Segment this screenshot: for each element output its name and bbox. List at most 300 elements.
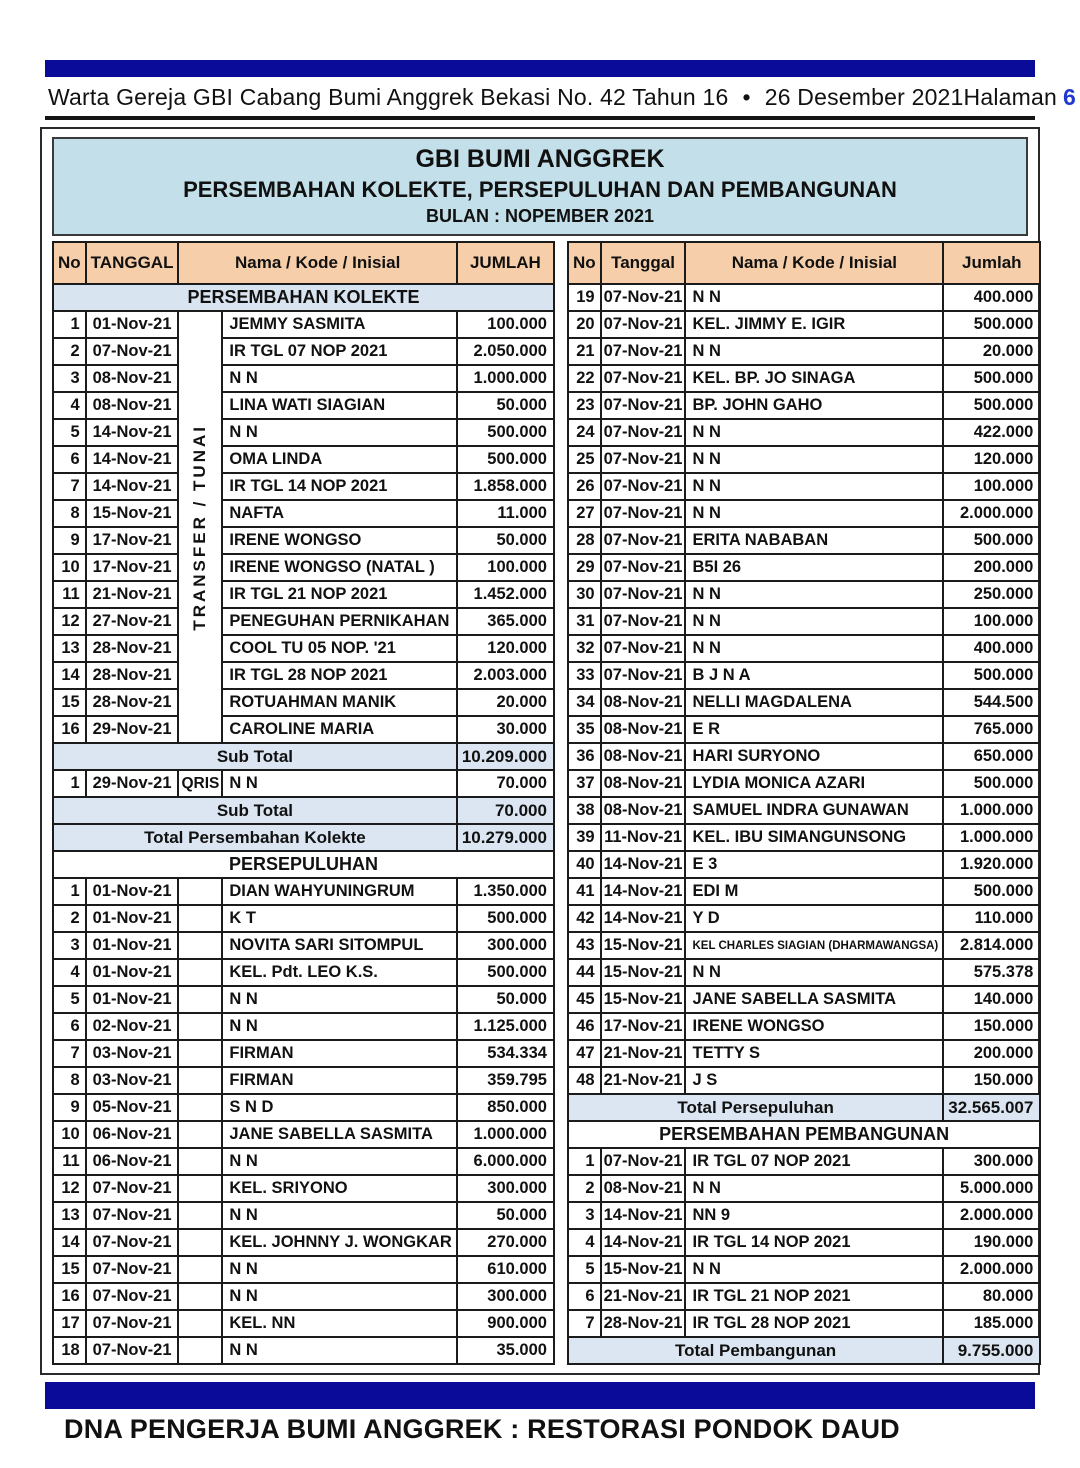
cell-date: 28-Nov-21 [86,635,179,662]
table-row [53,716,554,743]
cell-amount: 1.452.000 [457,581,554,608]
cell-method [178,1310,222,1337]
cell-name: FIRMAN [222,1040,456,1067]
cell-amount: 1.000.000 [457,365,554,392]
issue-date: 26 Desember 2021 [764,84,964,110]
cell-name: NN 9 [685,1202,943,1229]
cell-date: 21-Nov-21 [86,581,179,608]
cell-amount: 150.000 [943,1067,1040,1094]
cell-no: 39 [568,824,601,851]
cell-method [178,1040,222,1067]
cell-name: FIRMAN [222,1067,456,1094]
cell-date: 14-Nov-21 [86,473,179,500]
table-row [568,797,1040,824]
cell-name: PENEGUHAN PERNIKAHAN [222,608,456,635]
col-tanggal: Tanggal [601,242,686,284]
cell-name: N N [685,635,943,662]
cell-amount: 575.378 [943,959,1040,986]
cell-no: 4 [53,392,86,419]
cell-name: N N [222,770,456,797]
table-row [53,419,554,446]
cell-name: B J N A [685,662,943,689]
cell-name: Y D [685,905,943,932]
cell-amount: 500.000 [943,527,1040,554]
cell-date: 08-Nov-21 [86,392,179,419]
cell-amount: 30.000 [457,716,554,743]
cell-amount: 20.000 [457,689,554,716]
report-title: PERSEMBAHAN KOLEKTE, PERSEPULUHAN DAN PEMBANGUNAN [183,177,897,202]
cell-name: N N [685,473,943,500]
cell-date: 07-Nov-21 [601,473,686,500]
cell-date: 07-Nov-21 [601,662,686,689]
cell-no: 24 [568,419,601,446]
cell-date: 21-Nov-21 [601,1040,686,1067]
cell-name: ROTUAHMAN MANIK [222,689,456,716]
table-row [53,1229,554,1256]
report-frame [40,127,1040,1375]
section-header-kolekte: PERSEMBAHAN KOLEKTE [53,284,554,311]
cell-amount: 500.000 [943,311,1040,338]
table-row [568,743,1040,770]
table-row [568,419,1040,446]
table-row [568,1283,1040,1310]
cell-date: 07-Nov-21 [601,392,686,419]
cell-amount: 500.000 [943,392,1040,419]
cell-amount: 35.000 [457,1337,554,1364]
cell-date: 05-Nov-21 [86,1094,179,1121]
table-row [568,905,1040,932]
table-row [568,716,1040,743]
cell-date: 07-Nov-21 [601,554,686,581]
cell-no: 23 [568,392,601,419]
cell-no: 2 [568,1175,601,1202]
table-row [53,905,554,932]
cell-no: 44 [568,959,601,986]
cell-name: KEL. BP. JO SINAGA [685,365,943,392]
cell-amount: 1.858.000 [457,473,554,500]
table-row [53,878,554,905]
cell-no: 37 [568,770,601,797]
cell-amount: 500.000 [943,662,1040,689]
table-row [53,392,554,419]
cell-name: JANE SABELLA SASMITA [685,986,943,1013]
table-row [568,635,1040,662]
cell-name: E R [685,716,943,743]
subtotal-label: Sub Total [53,797,457,824]
report-month: BULAN : NOPEMBER 2021 [425,206,655,226]
table-row [568,608,1040,635]
table-row [53,986,554,1013]
cell-method [178,1067,222,1094]
cell-date: 07-Nov-21 [601,446,686,473]
cell-name: IR TGL 28 NOP 2021 [685,1310,943,1337]
cell-date: 01-Nov-21 [86,878,179,905]
cell-amount: 400.000 [943,284,1040,311]
cell-amount: 100.000 [457,554,554,581]
cell-date: 28-Nov-21 [86,689,179,716]
cell-date: 28-Nov-21 [601,1310,686,1337]
cell-method [178,1094,222,1121]
col-jumlah: JUMLAH [457,242,554,284]
table-row [53,581,554,608]
cell-date: 29-Nov-21 [86,770,179,797]
table-row [568,878,1040,905]
cell-date: 07-Nov-21 [86,1337,179,1364]
cell-amount: 185.000 [943,1310,1040,1337]
cell-no: 30 [568,581,601,608]
cell-no: 7 [53,473,86,500]
cell-date: 15-Nov-21 [601,986,686,1013]
table-row [53,662,554,689]
total-label: Total Persepuluhan [568,1094,943,1121]
table-row [568,365,1040,392]
cell-amount: 150.000 [943,1013,1040,1040]
cell-date: 06-Nov-21 [86,1148,179,1175]
cell-no: 47 [568,1040,601,1067]
cell-no: 1 [53,311,86,338]
cell-method [178,1256,222,1283]
cell-no: 12 [53,608,86,635]
cell-date: 15-Nov-21 [601,959,686,986]
cell-amount: 1.000.000 [943,797,1040,824]
cell-no: 8 [53,1067,86,1094]
table-row [568,1202,1040,1229]
cell-no: 27 [568,500,601,527]
cell-amount: 850.000 [457,1094,554,1121]
cell-no: 4 [568,1229,601,1256]
cell-name: N N [685,581,943,608]
subtotal-transfer-row [53,743,554,770]
cell-name: LYDIA MONICA AZARI [685,770,943,797]
cell-date: 07-Nov-21 [601,419,686,446]
table-row [568,527,1040,554]
cell-no: 14 [53,1229,86,1256]
cell-amount: 70.000 [457,770,554,797]
cell-date: 17-Nov-21 [86,527,179,554]
cell-name: KEL. JOHNNY J. WONGKAR [222,1229,456,1256]
table-row [53,365,554,392]
cell-amount: 1.350.000 [457,878,554,905]
cell-name: S N D [222,1094,456,1121]
cell-amount: 50.000 [457,527,554,554]
subtotal-label: Sub Total [53,743,457,770]
cell-amount: 500.000 [457,419,554,446]
subtotal-value: 70.000 [457,797,554,824]
cell-no: 41 [568,878,601,905]
table-row [53,608,554,635]
col-nama: Nama / Kode / Inisial [685,242,943,284]
cell-amount: 500.000 [457,446,554,473]
cell-date: 07-Nov-21 [86,1310,179,1337]
col-tanggal: TANGGAL [86,242,179,284]
cell-no: 20 [568,311,601,338]
table-row [568,581,1040,608]
total-pembangunan-row [568,1337,1040,1364]
cell-no: 15 [53,689,86,716]
cell-no: 42 [568,905,601,932]
cell-no: 36 [568,743,601,770]
cell-amount: 2.000.000 [943,1202,1040,1229]
table-row [568,1175,1040,1202]
cell-method [178,959,222,986]
church-name: GBI BUMI ANGGREK [415,145,665,173]
cell-name: IR TGL 14 NOP 2021 [685,1229,943,1256]
cell-no: 4 [53,959,86,986]
cell-name: KEL. SRIYONO [222,1175,456,1202]
cell-name: N N [222,1283,456,1310]
cell-no: 35 [568,716,601,743]
cell-amount: 200.000 [943,1040,1040,1067]
table-row [568,284,1040,311]
cell-no: 9 [53,1094,86,1121]
table-row [568,338,1040,365]
footer-slogan: DNA PENGERJA BUMI ANGGREK : RESTORASI PONDOK DAUD [64,1414,900,1444]
cell-date: 07-Nov-21 [601,1148,686,1175]
table-row [53,1040,554,1067]
table-row [53,473,554,500]
cell-no: 17 [53,1310,86,1337]
cell-name: N N [685,500,943,527]
table-row [568,770,1040,797]
cell-name: NELLI MAGDALENA [685,689,943,716]
cell-amount: 500.000 [943,365,1040,392]
cell-name: N N [685,338,943,365]
left-offering-table [52,241,555,1365]
cell-amount: 11.000 [457,500,554,527]
cell-amount: 120.000 [943,446,1040,473]
cell-name: JANE SABELLA SASMITA [222,1121,456,1148]
cell-no: 1 [53,770,86,797]
cell-no: 18 [53,1337,86,1364]
table-row [53,635,554,662]
cell-method [178,1229,222,1256]
cell-no: 26 [568,473,601,500]
right-offering-table [567,241,1041,1365]
cell-method [178,1013,222,1040]
cell-name: ERITA NABABAN [685,527,943,554]
cell-no: 33 [568,662,601,689]
cell-no: 13 [53,1202,86,1229]
cell-date: 14-Nov-21 [601,1202,686,1229]
cell-amount: 300.000 [943,1148,1040,1175]
table-row [568,824,1040,851]
cell-no: 43 [568,932,601,959]
cell-amount: 120.000 [457,635,554,662]
cell-date: 08-Nov-21 [601,716,686,743]
cell-date: 07-Nov-21 [601,284,686,311]
cell-amount: 1.920.000 [943,851,1040,878]
cell-no: 6 [53,446,86,473]
cell-no: 46 [568,1013,601,1040]
cell-amount: 500.000 [943,878,1040,905]
cell-no: 15 [53,1256,86,1283]
table-row [53,338,554,365]
cell-name: OMA LINDA [222,446,456,473]
cell-name: J S [685,1067,943,1094]
cell-no: 3 [53,365,86,392]
cell-date: 07-Nov-21 [86,338,179,365]
cell-amount: 365.000 [457,608,554,635]
cell-no: 31 [568,608,601,635]
cell-amount: 50.000 [457,986,554,1013]
cell-name: N N [685,608,943,635]
table-row [568,1040,1040,1067]
cell-amount: 500.000 [457,959,554,986]
cell-date: 28-Nov-21 [86,662,179,689]
page-number: 6 [1063,84,1076,110]
cell-no: 10 [53,1121,86,1148]
total-persepuluhan-row [568,1094,1040,1121]
cell-amount: 2.003.000 [457,662,554,689]
cell-date: 14-Nov-21 [86,446,179,473]
cell-amount: 250.000 [943,581,1040,608]
cell-method [178,1121,222,1148]
cell-date: 08-Nov-21 [86,365,179,392]
table-row [568,1310,1040,1337]
cell-amount: 765.000 [943,716,1040,743]
cell-amount: 50.000 [457,392,554,419]
cell-name: N N [685,284,943,311]
cell-date: 01-Nov-21 [86,959,179,986]
cell-no: 11 [53,581,86,608]
cell-date: 07-Nov-21 [601,608,686,635]
table-row [53,1067,554,1094]
cell-name: DIAN WAHYUNINGRUM [222,878,456,905]
cell-amount: 359.795 [457,1067,554,1094]
cell-date: 08-Nov-21 [601,797,686,824]
cell-no: 29 [568,554,601,581]
cell-amount: 400.000 [943,635,1040,662]
subtotal-qris-row [53,797,554,824]
col-no: No [568,242,601,284]
cell-amount: 2.814.000 [943,932,1040,959]
cell-no: 8 [53,500,86,527]
cell-amount: 544.500 [943,689,1040,716]
cell-amount: 80.000 [943,1283,1040,1310]
table-row [53,311,554,338]
cell-date: 14-Nov-21 [601,905,686,932]
table-row [53,1202,554,1229]
cell-method [178,905,222,932]
cell-name: N N [222,1013,456,1040]
total-value: 32.565.007 [943,1094,1040,1121]
cell-amount: 1.000.000 [457,1121,554,1148]
cell-amount: 300.000 [457,932,554,959]
right-header-row [568,242,1040,284]
table-row [53,1175,554,1202]
cell-no: 6 [53,1013,86,1040]
cell-no: 45 [568,986,601,1013]
cell-amount: 110.000 [943,905,1040,932]
cell-name: N N [222,365,456,392]
table-row [568,1148,1040,1175]
cell-name: N N [222,1202,456,1229]
col-jumlah: Jumlah [943,242,1040,284]
masthead [48,84,1076,111]
cell-date: 01-Nov-21 [86,905,179,932]
cell-date: 08-Nov-21 [601,689,686,716]
cell-date: 17-Nov-21 [601,1013,686,1040]
table-row [53,1310,554,1337]
cell-no: 28 [568,527,601,554]
table-row [53,1283,554,1310]
cell-no: 5 [568,1256,601,1283]
cell-no: 32 [568,635,601,662]
cell-amount: 900.000 [457,1310,554,1337]
cell-name: KEL. IBU SIMANGUNSONG [685,824,943,851]
table-row [53,932,554,959]
cell-name: N N [222,419,456,446]
cell-method [178,1283,222,1310]
cell-amount: 2.000.000 [943,500,1040,527]
cell-date: 07-Nov-21 [601,581,686,608]
left-header-row [53,242,554,284]
cell-name: IR TGL 14 NOP 2021 [222,473,456,500]
cell-name: IRENE WONGSO [685,1013,943,1040]
cell-date: 08-Nov-21 [601,770,686,797]
total-value: 9.755.000 [943,1337,1040,1364]
cell-method [178,878,222,905]
cell-no: 3 [53,932,86,959]
cell-date: 15-Nov-21 [86,500,179,527]
cell-date: 07-Nov-21 [86,1283,179,1310]
masthead-divider [45,116,1035,120]
cell-name: CAROLINE MARIA [222,716,456,743]
table-row [53,554,554,581]
cell-date: 01-Nov-21 [86,311,179,338]
cell-name: N N [222,986,456,1013]
cell-date: 07-Nov-21 [601,365,686,392]
cell-name: KEL. Pdt. LEO K.S. [222,959,456,986]
cell-name: NAFTA [222,500,456,527]
cell-no: 7 [53,1040,86,1067]
cell-amount: 270.000 [457,1229,554,1256]
cell-no: 1 [53,878,86,905]
cell-amount: 610.000 [457,1256,554,1283]
page-indicator [964,84,1076,111]
bulletin-title: Warta Gereja GBI Cabang Bumi Anggrek Bekasi No. 42 Tahun 16 [48,84,729,110]
cell-amount: 100.000 [943,473,1040,500]
table-row [568,1067,1040,1094]
table-row [568,662,1040,689]
cell-name: K T [222,905,456,932]
cell-date: 07-Nov-21 [601,500,686,527]
cell-name: JEMMY SASMITA [222,311,456,338]
report-title-block [52,137,1028,236]
cell-date: 07-Nov-21 [86,1256,179,1283]
cell-name: N N [685,959,943,986]
cell-name: N N [222,1256,456,1283]
cell-no: 5 [53,419,86,446]
table-row [568,554,1040,581]
cell-name: HARI SURYONO [685,743,943,770]
total-label: Total Persembahan Kolekte [53,824,457,851]
cell-no: 22 [568,365,601,392]
cell-name: IR TGL 07 NOP 2021 [685,1148,943,1175]
cell-amount: 300.000 [457,1283,554,1310]
cell-no: 1 [568,1148,601,1175]
cell-amount: 100.000 [457,311,554,338]
cell-name: N N [685,1175,943,1202]
cell-date: 03-Nov-21 [86,1067,179,1094]
tables-container [50,241,1034,1365]
cell-method [178,1202,222,1229]
table-row [53,446,554,473]
total-value: 10.279.000 [457,824,554,851]
cell-amount: 50.000 [457,1202,554,1229]
table-row [568,1256,1040,1283]
total-label: Total Pembangunan [568,1337,943,1364]
